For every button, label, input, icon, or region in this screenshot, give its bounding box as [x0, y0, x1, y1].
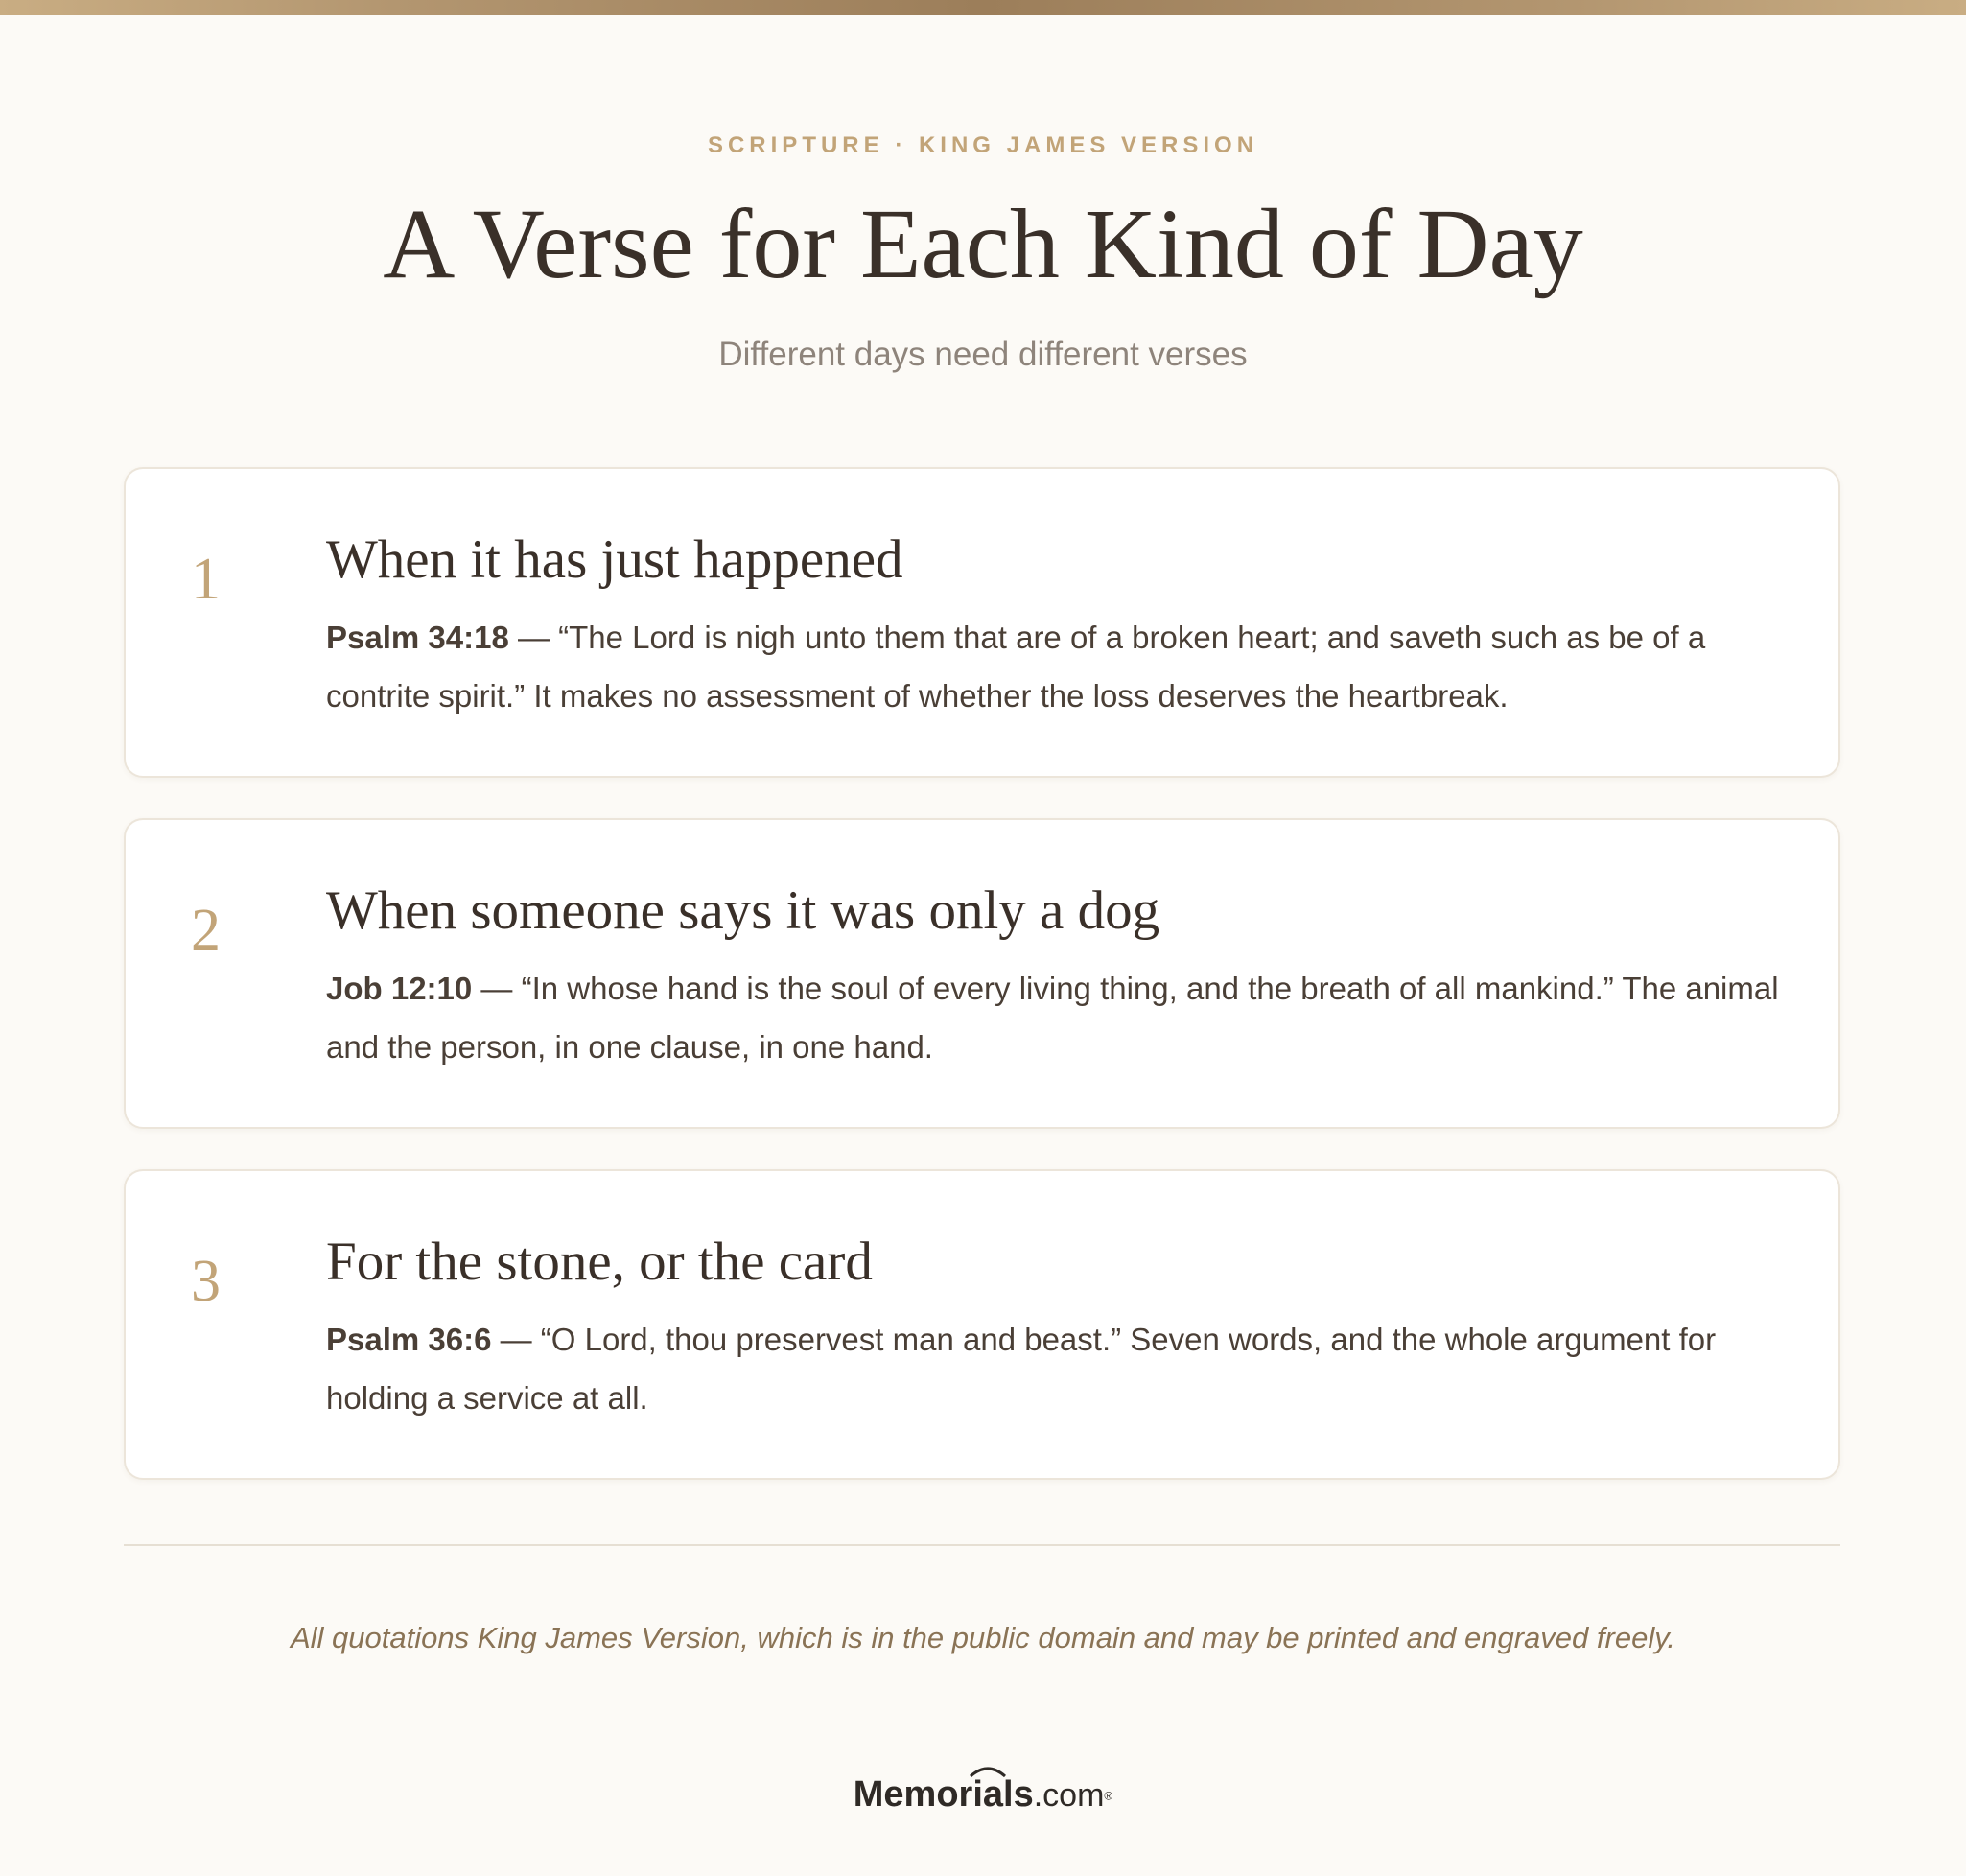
verse-reference: Job 12:10 — [326, 971, 473, 1006]
card-body — [326, 608, 1803, 725]
card-heading: When someone says it was only a dog — [326, 880, 1160, 941]
verse-text: — “O Lord, thou preservest man and beast.” Seven words, and the whole argument for holding a service at all. — [326, 1322, 1717, 1416]
verse-reference: Psalm 36:6 — [326, 1322, 492, 1357]
verse-card-1 — [124, 467, 1840, 778]
verse-card-2 — [124, 818, 1840, 1129]
logo-tld: .com — [1033, 1777, 1105, 1814]
logo-registered-mark: ® — [1104, 1789, 1113, 1803]
verse-text: — “The Lord is nigh unto them that are of a broken heart; and saveth such as be of a contrite spirit.” It makes no assessment of whether the loss deserves the heartbreak. — [326, 620, 1706, 714]
logo-swoosh-icon — [969, 1765, 1007, 1780]
page-subtitle: Different days need different verses — [718, 336, 1248, 373]
card-body — [326, 959, 1803, 1076]
card-heading: When it has just happened — [326, 529, 903, 590]
verse-text: — “In whose hand is the soul of every living thing, and the breath of all mankind.” The animal and the person, in one clause, in one hand. — [326, 971, 1779, 1065]
card-number: 2 — [191, 898, 221, 963]
brand-logo[interactable] — [0, 1774, 1966, 1816]
card-number: 3 — [191, 1249, 221, 1314]
footnote: All quotations King James Version, which is in the public domain and may be printed and engraved freely. — [290, 1621, 1676, 1654]
card-number: 1 — [191, 547, 221, 612]
card-body — [326, 1310, 1803, 1427]
verse-reference: Psalm 34:18 — [326, 620, 509, 655]
logo-name: Memorials — [853, 1774, 1034, 1815]
page-title: A Verse for Each Kind of Day — [383, 189, 1583, 299]
footer-divider — [124, 1544, 1840, 1546]
card-heading: For the stone, or the card — [326, 1231, 873, 1292]
verse-card-3 — [124, 1169, 1840, 1480]
top-accent-bar — [0, 0, 1966, 15]
page-eyebrow: SCRIPTURE · KING JAMES VERSION — [707, 132, 1259, 158]
